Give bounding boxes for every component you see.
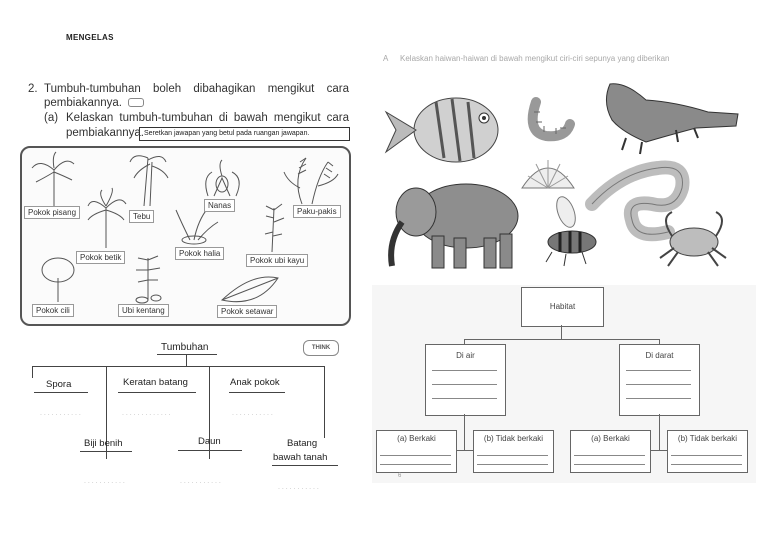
plant-label-ubi-kayu[interactable]: Pokok ubi kayu <box>246 254 308 267</box>
habitat-root-connector <box>561 325 562 339</box>
spora-underline <box>34 392 88 393</box>
darat-berkaki-box[interactable] <box>570 430 651 473</box>
leaf-line-1b <box>380 464 451 465</box>
plant-label-cili[interactable]: Pokok cili <box>32 304 74 317</box>
banana-plant-icon <box>32 152 74 206</box>
category-spora: Spora <box>46 379 72 390</box>
right-instruction-label: A <box>383 54 389 63</box>
elephant-icon[interactable] <box>391 184 518 268</box>
page-title: MENGELAS <box>66 33 114 42</box>
leaf-line-1a <box>380 455 451 456</box>
snake-icon[interactable] <box>592 167 683 234</box>
di-air-line-1 <box>432 370 497 371</box>
keratan-answer-area[interactable]: . . . . . . . . . . . . . <box>122 410 171 417</box>
papaya-tree-icon <box>88 188 126 248</box>
worm-icon[interactable] <box>533 102 570 136</box>
question-text: Tumbuh-tumbuhan boleh dibahagikan mengikut cara <box>44 83 349 95</box>
batang-underline <box>272 465 338 466</box>
think-badge: THINK <box>303 340 339 356</box>
category-keratan-batang: Keratan batang <box>123 377 188 388</box>
biji-benih-underline <box>80 451 132 452</box>
category-batang: Batang <box>287 438 318 449</box>
question-number: 2. <box>28 83 38 95</box>
spora-answer-area[interactable]: . . . . . . . . . . . <box>40 410 81 417</box>
di-darat-line-2 <box>626 384 691 385</box>
di-air-line-3 <box>432 398 497 399</box>
air-down-connector <box>464 414 465 450</box>
root-underline <box>157 354 217 355</box>
daun-underline <box>178 450 242 451</box>
question-text-line2-label: pembiakannya. <box>44 97 122 109</box>
potato-plant-icon <box>136 256 161 303</box>
category-bawah-tanah: bawah tanah <box>273 452 328 463</box>
plant-label-paku-pakis[interactable]: Paku-pakis <box>293 205 341 218</box>
leaf-line-3b <box>574 464 645 465</box>
daun-answer-area[interactable]: . . . . . . . . . . . <box>180 478 221 485</box>
category-anak-pokok: Anak pokok <box>230 377 280 388</box>
subquestion-text: Kelaskan tumbuh-tumbuhan di bawah mengikut cara <box>66 112 349 124</box>
crab-icon[interactable] <box>660 212 726 266</box>
instruction-box: Seretkan jawapan yang betul pada ruangan jawapan. <box>139 127 350 141</box>
page-footnote: 6 <box>398 473 402 479</box>
anak-pokok-underline <box>229 392 285 393</box>
di-darat-box[interactable] <box>619 344 700 416</box>
di-darat-line-3 <box>626 398 691 399</box>
question-text-line2 <box>44 96 144 110</box>
di-air-line-2 <box>432 384 497 385</box>
air-tidak-berkaki-box[interactable] <box>473 430 554 473</box>
tree-horizontal <box>32 366 325 367</box>
sugarcane-icon <box>130 156 168 206</box>
plant-label-halia[interactable]: Pokok halia <box>175 247 224 260</box>
leaf-line-2a <box>477 455 548 456</box>
fish-icon[interactable] <box>386 98 498 162</box>
darat-berkaki-label: (a) Berkaki <box>591 434 630 443</box>
plant-label-betik[interactable]: Pokok betik <box>76 251 125 264</box>
batang-answer-area[interactable]: . . . . . . . . . . . <box>278 484 319 491</box>
leaf-line-2b <box>477 464 548 465</box>
plant-label-tebu[interactable]: Tebu <box>129 210 154 223</box>
category-daun: Daun <box>198 436 221 447</box>
subquestion-label: (a) <box>44 112 59 124</box>
fern-icon <box>284 158 338 204</box>
anak-pokok-answer-area[interactable]: . . . . . . . . . . . <box>232 410 273 417</box>
pineapple-icon <box>206 160 239 196</box>
plant-label-nanas[interactable]: Nanas <box>204 199 235 212</box>
plant-label-ubi-kentang[interactable]: Ubi kentang <box>118 304 169 317</box>
ginger-plant-icon <box>176 208 218 244</box>
leaf-line-4a <box>671 455 742 456</box>
air-berkaki-label: (a) Berkaki <box>397 434 436 443</box>
plant-illustrations <box>22 148 345 320</box>
air-tidak-berkaki-label: (b) Tidak berkaki <box>483 434 544 443</box>
chili-plant-icon <box>42 258 74 302</box>
root-connector <box>186 355 187 366</box>
plant-label-setawar[interactable]: Pokok setawar <box>217 305 277 318</box>
darat-leaf-connector <box>649 450 667 451</box>
keratan-underline <box>118 392 196 393</box>
di-air-label: Di air <box>456 351 475 360</box>
air-berkaki-box[interactable] <box>376 430 457 473</box>
crocodile-icon[interactable] <box>606 84 738 154</box>
category-biji-benih: Biji benih <box>84 438 123 449</box>
leaf-line-3a <box>574 455 645 456</box>
branch-line-batang <box>324 366 325 438</box>
air-leaf-connector <box>455 450 473 451</box>
subquestion-text-line2: pembiakannya. <box>66 127 144 139</box>
di-darat-label: Di darat <box>645 351 674 360</box>
animal-illustrations <box>376 72 760 277</box>
habitat-horizontal <box>464 339 659 340</box>
speaker-icon[interactable] <box>128 98 144 107</box>
darat-tidak-berkaki-label: (b) Tidak berkaki <box>677 434 738 443</box>
right-instruction: Kelaskan haiwan-haiwan di bawah mengikut ciri-ciri sepunya yang diberikan <box>400 54 670 63</box>
branch-line-spora <box>32 366 33 378</box>
biji-benih-answer-area[interactable]: . . . . . . . . . . . <box>84 478 125 485</box>
di-air-box[interactable] <box>425 344 506 416</box>
cassava-plant-icon <box>265 204 284 252</box>
shell-icon[interactable] <box>522 160 574 188</box>
tree-root-label: Tumbuhan <box>161 342 209 353</box>
setawar-leaf-icon <box>222 277 278 302</box>
habitat-root-box: Habitat <box>521 287 604 327</box>
darat-down-connector <box>659 414 660 450</box>
plant-label-pisang[interactable]: Pokok pisang <box>24 206 80 219</box>
darat-tidak-berkaki-box[interactable] <box>667 430 748 473</box>
leaf-line-4b <box>671 464 742 465</box>
di-darat-line-1 <box>626 370 691 371</box>
